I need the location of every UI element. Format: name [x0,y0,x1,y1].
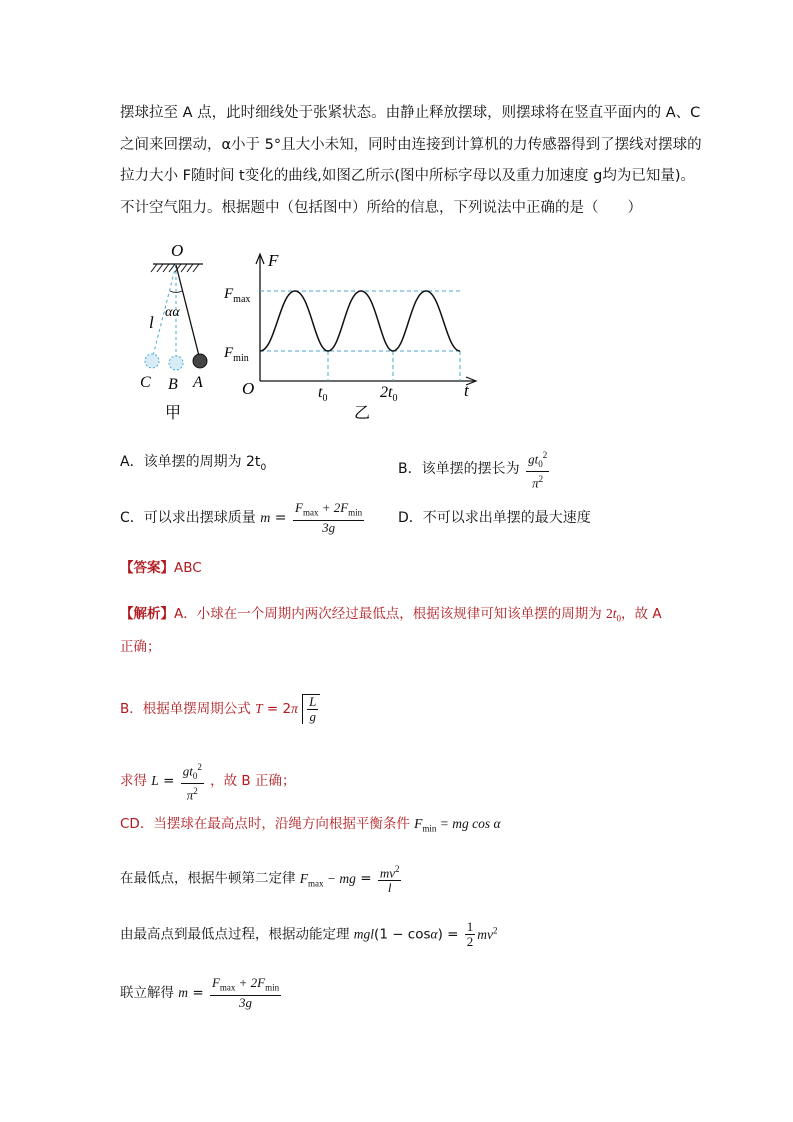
graph-label-F: F [268,251,279,270]
question-line-3: 拉力大小 F随时间 t变化的曲线,如图乙所示(图中所标字母以及重力加速度 g均为已知量)。 [120,168,695,184]
force-time-graph [220,236,490,426]
graph-label-t0: $t_0$ [318,384,328,404]
analysis-cd2: 在最低点，根据牛顿第二定律 $F_{max}$ − mg = $\frac{mv^2}{l}$ [120,864,400,896]
question-line-4: 不计空气阻力。根据题中（包括图中）所给的信息，下列说法中正确的是（ ） [120,200,642,216]
answer [120,558,202,578]
answer-value: ABC [174,560,202,576]
option-C: C．可以求出摆球质量 m = $\frac{F_{max} + 2F_{min}}{3g}$ [120,500,363,535]
fig-label-O: O [171,241,184,260]
option-D: D．不可以求出单摆的最大速度 [398,510,591,526]
answer-label: 【答案】 [120,560,174,576]
force-curve [260,291,460,351]
option-B: B．该单摆的摆长为 $\frac{gt_0^2}{\pi^2}$ [398,450,548,491]
fig-caption-jia: 甲 [165,403,182,422]
analysis-a2: 正确； [120,639,161,655]
analysis-cd1: CD．当摆球在最高点时，沿绳方向根据平衡条件 $F_{min}$ = mg cos α [120,816,501,834]
analysis-cd4: 联立解得 m = $\frac{F_{max} + 2F_{min}}{3g}$ [120,975,280,1010]
graph-label-Fmax: $F_{max}$ [224,286,251,305]
option-A: A．该单摆的周期为 $2t_0$ [120,454,267,473]
fig-label-B: B [168,376,178,393]
analysis-b2: 求得 L = $\frac{gt_0^2}{\pi^2}$ ，故 B 正确； [120,762,296,803]
graph-label-2t0: $2t_0$ [380,384,398,404]
question-line-1: 摆球拉至 A 点，此时细线处于张紧状态。由静止释放摆球，则摆球将在竖直平面内的 A、C [120,105,701,121]
analysis-cd3: 由最高点到最低点过程，根据动能定理 mgl(1 − cosα) = $\frac{1}{2}$ $mv^2$ [120,919,498,949]
fig-caption-yi: 乙 [354,403,371,422]
analysis-a1: 【解析】A．小球在一个周期内两次经过最低点，根据该规律可知该单摆的周期为 $2t_0$，故 A [120,606,662,624]
analysis-b1: B．根据单摆周期公式 T = 2π $\frac{L}{g}$ [120,694,320,724]
ball-A [193,354,207,368]
question-line-2: 之间来回摆动，α小于 5°且大小未知，同时由连接到计算机的力传感器得到了摆线对摆球的 [120,137,702,153]
graph-label-O: O [242,379,255,398]
fig-label-A: A [193,374,203,391]
pendulum-figure [135,236,225,426]
graph-label-t: t [464,381,469,400]
fig-label-C: C [140,374,151,391]
ball-B [169,356,183,370]
fig-label-l: l [149,313,154,332]
analysis-label: 【解析】 [120,606,174,622]
fig-label-alpha: αα [165,305,180,320]
ball-C [145,354,159,368]
graph-label-Fmin: $F_{min}$ [224,345,249,364]
